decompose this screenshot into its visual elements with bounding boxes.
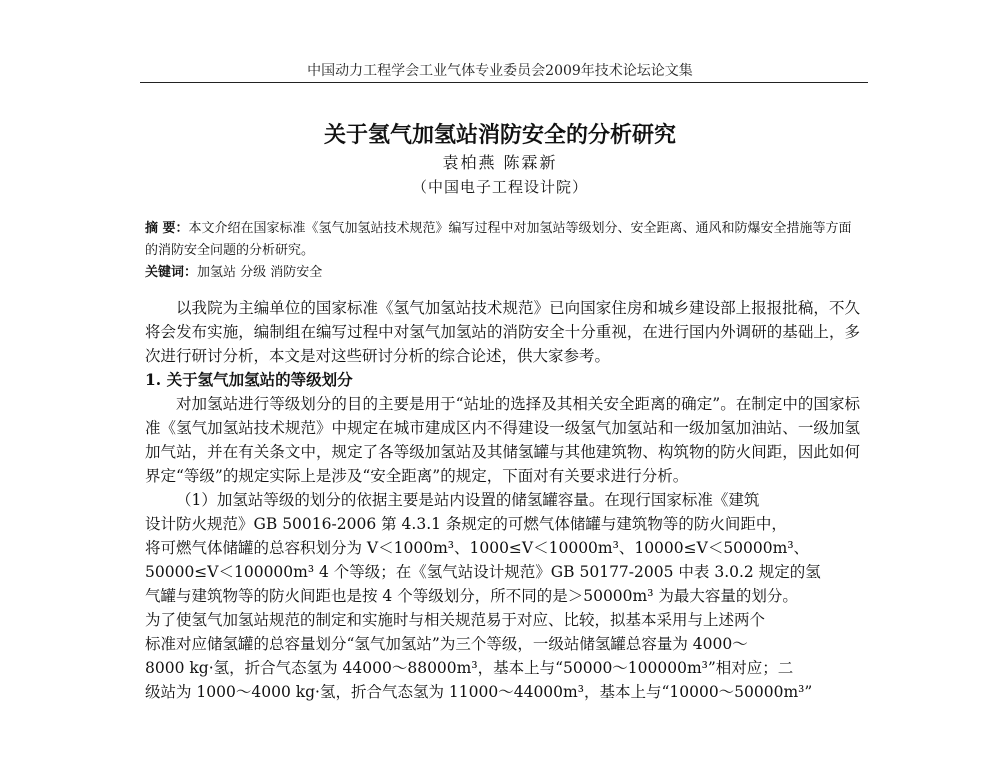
intro-paragraph: 以我院为主编单位的国家标准《氢气加氢站技术规范》已向国家住房和城乡建设部上报报批稿，不久将会发布实施，编制组在编写过程中对氢气加氢站的消防安全十分重视，在进行国内外调研的基础上，多次进行研讨分析，本文是对这些研讨分析的综合论述，供大家参考。 <box>145 299 860 365</box>
item-1-line: 为了使氢气加氢站规范的制定和实施时与相关规范易于对应、比较，拟基本采用与上述两个 <box>145 611 766 629</box>
paper-affiliation: （中国电子工程设计院） <box>411 178 588 196</box>
abstract-label: 摘 要： <box>145 221 189 236</box>
item-1-line: 标准对应储氢罐的总容量划分“氢气加氢站”为三个等级，一级站储氢罐总容量为 4000～ <box>145 635 748 653</box>
header-rule <box>140 82 868 83</box>
item-1-line: 级站为 1000～4000 kg·氢，折合气态氢为 11000～44000m³，基本上与“10000～50000m³” <box>145 683 813 701</box>
item-1-paragraph <box>145 488 860 704</box>
keywords <box>145 262 860 284</box>
abstract-text: 本文介绍在国家标准《氢气加氢站技术规范》编写过程中对加氢站等级划分、安全距离、通风和防爆安全措施等方面的消防安全问题的分析研究。 <box>145 221 852 258</box>
paper-body <box>145 296 860 704</box>
keywords-label: 关键词： <box>145 265 198 280</box>
running-header: 中国动力工程学会工业气体专业委员会2009年技术论坛论文集 <box>307 63 693 79</box>
item-1-line: 气罐与建筑物等的防火间距也是按 4 个等级划分，所不同的是＞50000m³ 为最大容量的划分。 <box>145 587 798 605</box>
paper-title: 关于氢气加氢站消防安全的分析研究 <box>323 122 676 148</box>
paper-authors: 袁柏燕 陈霖新 <box>442 153 558 172</box>
abstract-block <box>145 218 860 284</box>
item-1-line: 8000 kg·氢，折合气态氢为 44000～88000m³，基本上与“50000～100000m³”相对应；二 <box>145 659 794 677</box>
item-1-line: 将可燃气体储罐的总容积划分为 V＜1000m³、1000≤V＜10000m³、10000≤V＜50000m³、 <box>145 539 810 557</box>
abstract <box>145 218 860 262</box>
keywords-text: 加氢站 分级 消防安全 <box>197 265 323 280</box>
item-1-line: 50000≤V＜100000m³ 4 个等级；在《氢气站设计规范》GB 50177-2005 中表 3.0.2 规定的氢 <box>145 563 821 581</box>
item-1-line: （1）加氢站等级的划分的依据主要是站内设置的储氢罐容量。在现行国家标准《建筑 <box>176 491 760 509</box>
section-1-heading: 1. 关于氢气加氢站的等级划分 <box>145 370 353 389</box>
item-1-line: 设计防火规范》GB 50016-2006 第 4.3.1 条规定的可燃气体储罐与建筑物等的防火间距中， <box>145 515 787 533</box>
section-1-paragraph: 对加氢站进行等级划分的目的主要是用于“站址的选择及其相关安全距离的确定”。在制定中的国家标准《氢气加氢站技术规范》中规定在城市建成区内不得建设一级氢气加氢站和一级加氢加油站、一级加氢加气站，并在有关条文中，规定了各等级加氢站及其储氢罐与其他建筑物、构筑物的防火间距，因此如何界定“等级”的规定实际上是涉及“安全距离”的规定，下面对有关要求进行分析。 <box>145 395 860 485</box>
